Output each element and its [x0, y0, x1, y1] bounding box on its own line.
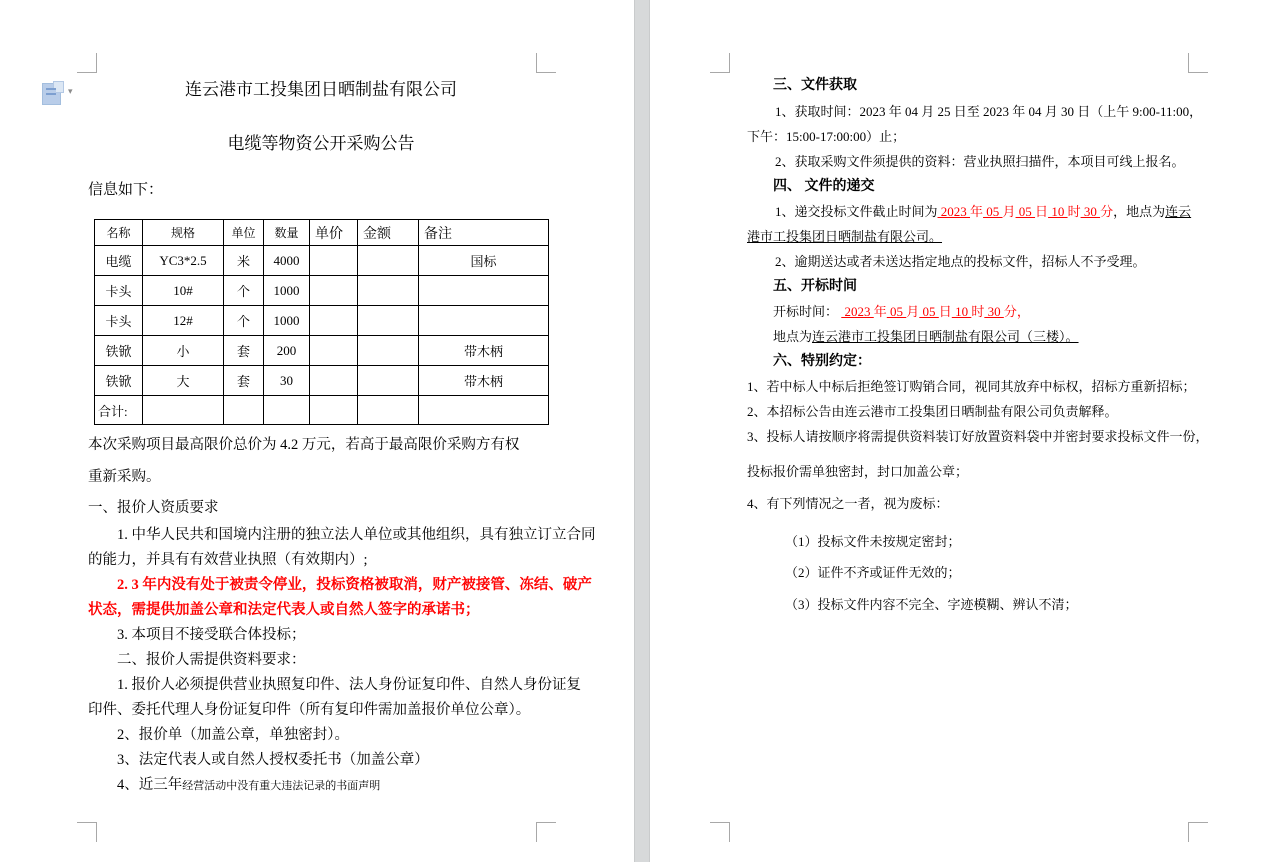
date-run: 05 — [983, 204, 1003, 219]
header-spec: 规格 — [143, 220, 224, 246]
header-unit-price: 单价 — [310, 220, 358, 246]
table-cell: 个 — [224, 276, 264, 306]
body-line: 2、报价单（加盖公章，单独密封）。 — [117, 727, 349, 743]
table-total-row — [95, 396, 549, 425]
date-run: 2023 — [937, 204, 971, 219]
table-cell — [419, 276, 549, 306]
section-heading: 二、报价人需提供资料要求： — [117, 652, 306, 668]
table-cell: 铁锨 — [95, 336, 143, 366]
table-cell — [419, 396, 549, 425]
table-cell: YC3*2.5 — [143, 246, 224, 276]
table-cell: 卡头 — [95, 306, 143, 336]
body-line-red: 2. 3 年内没有处于被责令停业，投标资格被取消，财产被接管、冻结、破产 — [117, 577, 592, 593]
body-run-small: 经营活动中没有重大违法记录的书面声明 — [182, 780, 381, 792]
body-line: 2、获取采购文件须提供的资料：营业执照扫描件，本项目可线上报名。 — [775, 154, 1185, 169]
table-cell — [310, 336, 358, 366]
items-table — [94, 219, 549, 425]
table-row — [95, 336, 549, 366]
body-line: （1）投标文件未按规定密封； — [785, 534, 961, 549]
body-line: 投标报价需单独密封，封口加盖公章； — [747, 464, 969, 479]
section-heading: 一、报价人资质要求 — [88, 500, 219, 516]
body-line: 重新采购。 — [88, 469, 161, 485]
body-line: 1、若中标人中标后拒绝签订购销合同，视同其放弃中标权，招标方重新招标； — [747, 379, 1196, 394]
page-2 — [747, 0, 1207, 617]
body-line: 2、本招标公告由连云港市工投集团日晒制盐有限公司负责解释。 — [747, 404, 1118, 419]
header-qty: 数量 — [264, 220, 310, 246]
margin-mark-page1-bottom-left — [77, 822, 97, 842]
body-line: 3、法定代表人或自然人授权委托书（加盖公章） — [117, 752, 429, 768]
table-row — [95, 276, 549, 306]
body-line — [88, 773, 554, 799]
date-run: 30 — [1080, 204, 1101, 219]
table-cell — [224, 396, 264, 425]
table-cell — [143, 396, 224, 425]
section-heading: 三、文件获取 — [773, 78, 857, 93]
table-cell: 套 — [224, 336, 264, 366]
table-cell — [358, 306, 419, 336]
table-cell: 电缆 — [95, 246, 143, 276]
body-line: 4、有下列情况之一者，视为废标： — [747, 496, 949, 511]
table-cell: 200 — [264, 336, 310, 366]
date-run: 分 — [1100, 204, 1114, 219]
section-heading: 五、开标时间 — [773, 279, 857, 294]
body-line: 3. 本项目不接受联合体投标； — [117, 627, 306, 643]
date-run: 05 — [919, 304, 939, 319]
body-line: 1. 报价人必须提供营业执照复印件、法人身份证复印件、自然人身份证复 — [117, 677, 581, 693]
body-line: 下午：15:00-17:00:00）止； — [747, 129, 906, 144]
table-cell: 卡头 — [95, 276, 143, 306]
table-cell — [310, 366, 358, 396]
date-run: 10 — [951, 304, 972, 319]
page1-body — [88, 429, 596, 799]
body-line: 1、获取时间：2023 年 04 月 25 日至 2023 年 04 月 30 日（上午 9:00-11:00， — [775, 104, 1203, 119]
table-cell: 米 — [224, 246, 264, 276]
body-line: 2、逾期送达或者未送达指定地点的投标文件，招标人不予受理。 — [775, 254, 1146, 269]
body-line: （3）投标文件内容不完全、字迹模糊、辨认不清； — [785, 597, 1078, 612]
table-cell — [358, 246, 419, 276]
table-cell: 1000 — [264, 276, 310, 306]
body-line — [747, 199, 1207, 224]
date-run: 月 — [906, 304, 920, 319]
body-line: 的能力，并具有有效营业执照（有效期内）; — [88, 552, 368, 568]
table-cell — [310, 396, 358, 425]
table-cell: 合计: — [95, 396, 143, 425]
date-run: 年 — [873, 304, 887, 319]
paste-options-icon[interactable] — [42, 83, 61, 105]
date-run: 05 — [886, 304, 907, 319]
header-unit: 单位 — [224, 220, 264, 246]
table-row — [95, 306, 549, 336]
body-line-red: 状态，需提供加盖公章和法定代表人或自然人签字的承诺书； — [88, 602, 480, 618]
date-run: 年 — [970, 204, 984, 219]
page-gap — [634, 0, 650, 862]
table-row — [95, 246, 549, 276]
table-cell: 1000 — [264, 306, 310, 336]
table-cell: 30 — [264, 366, 310, 396]
body-line: 本次采购项目最高限价总价为 4.2 万元，若高于最高限价采购方有权 — [88, 437, 520, 453]
intro-line: 信息如下： — [88, 182, 164, 198]
table-header-row — [95, 220, 549, 246]
table-cell: 个 — [224, 306, 264, 336]
table-cell — [358, 366, 419, 396]
underlined-run: 连云港市工投集团日晒制盐有限公司（三楼）。 — [812, 329, 1079, 344]
paste-options-button[interactable] — [40, 82, 82, 108]
date-run: 日 — [1035, 204, 1049, 219]
table-cell — [310, 246, 358, 276]
date-run: 10 — [1048, 204, 1068, 219]
table-cell — [358, 276, 419, 306]
underlined-run: 连云 — [1165, 204, 1192, 219]
date-run: 时 — [1067, 204, 1081, 219]
body-run: ，地点为 — [1113, 204, 1166, 219]
date-run: ， — [1016, 304, 1030, 319]
table-cell — [419, 306, 549, 336]
section-heading: 四、 文件的递交 — [773, 179, 875, 194]
margin-mark-page2-bottom-right — [1188, 822, 1208, 842]
date-run: 分 — [1003, 304, 1017, 319]
doc-subtitle: 电缆等物资公开采购公告 — [227, 134, 415, 153]
table-cell — [310, 306, 358, 336]
body-run: 开标时间： — [773, 304, 842, 319]
date-run: 2023 — [841, 304, 874, 319]
table-cell: 10# — [143, 276, 224, 306]
chevron-down-icon[interactable]: ▾ — [68, 87, 73, 97]
body-run: 1、递交投标文件截止时间为 — [775, 204, 938, 219]
body-line — [747, 299, 1207, 324]
table-cell: 大 — [143, 366, 224, 396]
header-remark: 备注 — [419, 220, 549, 246]
table-row — [95, 366, 549, 396]
table-cell: 铁锨 — [95, 366, 143, 396]
date-run: 30 — [984, 304, 1004, 319]
date-run: 日 — [938, 304, 952, 319]
page-1 — [88, 0, 596, 799]
table-cell — [310, 276, 358, 306]
section-heading: 六、特别约定： — [773, 354, 871, 369]
margin-mark-page2-top-left — [710, 53, 730, 73]
date-run: 月 — [1002, 204, 1016, 219]
underlined-run: 港市工投集团日晒制盐有限公司。 — [747, 229, 943, 244]
table-cell: 小 — [143, 336, 224, 366]
margin-mark-page2-bottom-left — [710, 822, 730, 842]
body-run: 地点为 — [773, 329, 813, 344]
table-cell — [358, 336, 419, 366]
margin-mark-page1-bottom-right — [536, 822, 556, 842]
body-line — [747, 224, 1207, 249]
table-cell: 12# — [143, 306, 224, 336]
table-cell: 带木柄 — [419, 366, 549, 396]
table-cell — [358, 396, 419, 425]
body-line: 1. 中华人民共和国境内注册的独立法人单位或其他组织，具有独立订立合同 — [117, 527, 596, 543]
date-run: 时 — [971, 304, 985, 319]
body-line: （2）证件不齐或证件无效的； — [785, 565, 961, 580]
body-line: 3、投标人请按顺序将需提供资料装订好放置资料袋中并密封要求投标文件一份， — [747, 429, 1209, 444]
doc-title: 连云港市工投集团日晒制盐有限公司 — [185, 80, 457, 99]
table-cell: 套 — [224, 366, 264, 396]
table-cell: 带木柄 — [419, 336, 549, 366]
table-cell — [264, 396, 310, 425]
body-line — [747, 324, 1207, 349]
date-run: 05 — [1015, 204, 1036, 219]
header-name: 名称 — [95, 220, 143, 246]
table-cell: 4000 — [264, 246, 310, 276]
header-amount: 金额 — [358, 220, 419, 246]
table-cell: 国标 — [419, 246, 549, 276]
body-line: 印件、委托代理人身份证复印件（所有复印件需加盖报价单位公章）。 — [88, 702, 531, 718]
body-run: 4、近三年 — [117, 777, 183, 793]
